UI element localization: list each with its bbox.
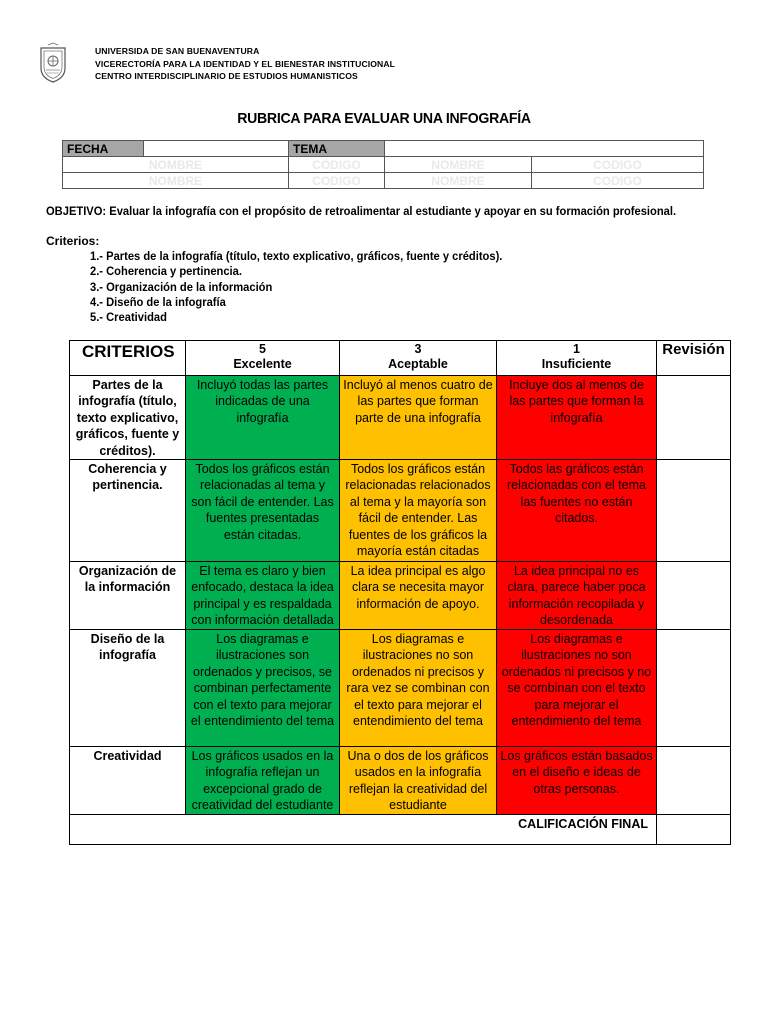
header-line-2: VICERECTORÍA PARA LA IDENTIDAD Y EL BIENESTAR INSTITUCIONAL xyxy=(95,58,396,69)
level-header-insuficiente xyxy=(497,341,657,376)
institution-header xyxy=(95,45,395,83)
revision-header: Revisión xyxy=(657,341,731,376)
objetivo-text: Evaluar la infografía con el propósito de retroalimentar al estudiante y apoyar en su formación profesional. xyxy=(106,204,677,218)
list-item: 4.- Diseño de la infografía xyxy=(90,294,226,309)
insuficiente-cell: Todos las gráficos están relacionadas con el tema las fuentes no están citados. xyxy=(497,460,657,562)
list-item: 3.- Organización de la información xyxy=(90,279,273,294)
table-row xyxy=(70,460,731,562)
excelente-cell: Incluyó todas las partes indicadas de una infografía xyxy=(186,376,340,460)
revision-cell[interactable] xyxy=(657,630,731,747)
level-score: 5 xyxy=(259,342,266,356)
header-line-3: CENTRO INTERDISCIPLINARIO DE ESTUDIOS HUMANISTICOS xyxy=(95,71,358,81)
rubric-table xyxy=(69,340,731,845)
table-row xyxy=(70,376,731,460)
rubric-header-row xyxy=(70,341,731,376)
criterios-label: Criterios: xyxy=(46,234,100,248)
criterios-header: CRITERIOS xyxy=(70,341,186,376)
criterion-name: Organización de la información xyxy=(70,562,186,630)
table-row xyxy=(70,747,731,815)
excelente-cell: Los gráficos usados en la infografía reflejan un excepcional grado de creatividad del estudiante xyxy=(186,747,340,815)
excelente-cell: Los diagramas e ilustraciones son ordenados y precisos, se combinan perfectamente con el texto para mejorar el entendimiento del tema xyxy=(186,630,340,747)
revision-cell[interactable] xyxy=(657,460,731,562)
list-item: 1.- Partes de la infografía (título, texto explicativo, gráficos, fuente y créditos). xyxy=(90,249,503,263)
level-label: Aceptable xyxy=(388,357,448,371)
criterion-name: Partes de la infografía (título, texto explicativo, gráficos, fuente y créditos). xyxy=(70,376,186,460)
nombre-field[interactable]: NOMBRE xyxy=(385,157,532,173)
aceptable-cell: Los diagramas e ilustraciones no son ordenados ni precisos y rara vez se combinan con el texto para mejorar el entendimiento del tema xyxy=(340,630,497,747)
insuficiente-cell: Los gráficos están basados en el diseño e ideas de otras personas. xyxy=(497,747,657,815)
aceptable-cell: Incluyó al menos cuatro de las partes que forman parte de una infografía xyxy=(340,376,497,460)
excelente-cell: Todos los gráficos están relacionadas al tema y son fácil de entender. Las fuentes presentadas están citadas. xyxy=(186,460,340,562)
list-item: 5.- Creatividad xyxy=(90,310,167,325)
level-label: Insuficiente xyxy=(541,357,612,371)
revision-cell[interactable] xyxy=(657,747,731,815)
level-score: 3 xyxy=(414,342,422,356)
level-score: 1 xyxy=(573,342,580,356)
list-item: 2.- Coherencia y pertinencia. xyxy=(90,264,242,279)
final-row xyxy=(70,815,731,845)
revision-cell[interactable] xyxy=(657,376,731,460)
table-row xyxy=(70,562,731,630)
aceptable-cell: La idea principal es algo clara se necesita mayor información de apoyo. xyxy=(340,562,497,630)
aceptable-cell: Todos los gráficos están relacionadas relacionados al tema y la mayoría son fácil de entender. Las fuentes de los gráficos la mayoría están citadas xyxy=(340,460,497,562)
info-table xyxy=(62,140,704,189)
criterios-list xyxy=(90,249,502,325)
tema-field[interactable] xyxy=(385,141,704,157)
codigo-field[interactable]: CODIGO xyxy=(289,157,385,173)
insuficiente-cell: Incluye dos al menos de las partes que forman la infografía xyxy=(497,376,657,460)
document-title: RUBRICA PARA EVALUAR UNA INFOGRAFÍA xyxy=(237,110,531,127)
revision-cell[interactable] xyxy=(657,562,731,630)
codigo-field[interactable]: CODIGO xyxy=(289,173,385,189)
objetivo-label: OBJETIVO: xyxy=(46,204,107,218)
level-header-aceptable xyxy=(340,341,497,376)
aceptable-cell: Una o dos de los gráficos usados en la infografía reflejan la creatividad del estudiante xyxy=(340,747,497,815)
level-label: Excelente xyxy=(233,357,292,371)
table-row xyxy=(70,630,731,747)
codigo-field[interactable]: CODIGO xyxy=(532,173,704,189)
nombre-field[interactable]: NOMBRE xyxy=(385,173,532,189)
codigo-field[interactable]: CODIGO xyxy=(532,157,704,173)
fecha-field[interactable] xyxy=(144,141,289,157)
university-seal-icon xyxy=(38,42,68,84)
insuficiente-cell: Los diagramas e ilustraciones no son ordenados ni precisos y no se combinan con el texto para mejorar el entendimiento del tema xyxy=(497,630,657,747)
nombre-field[interactable]: NOMBRE xyxy=(63,173,289,189)
objetivo-paragraph xyxy=(46,204,676,218)
header-line-1: UNIVERSIDA DE SAN BUENAVENTURA xyxy=(95,46,260,56)
insuficiente-cell: La idea principal no es clara, parece haber poca información recopilada y desordenada xyxy=(497,562,657,630)
nombre-field[interactable]: NOMBRE xyxy=(63,157,289,173)
criterion-name: Coherencia y pertinencia. xyxy=(70,460,186,562)
level-header-excelente xyxy=(186,341,340,376)
criterion-name: Creatividad xyxy=(70,747,186,815)
fecha-label: FECHA xyxy=(63,141,144,157)
tema-label: TEMA xyxy=(289,141,385,157)
criterion-name: Diseño de la infografía xyxy=(70,630,186,747)
calificacion-final-label: CALIFICACIÓN FINAL xyxy=(70,815,657,845)
calificacion-final-cell[interactable] xyxy=(657,815,731,845)
excelente-cell: El tema es claro y bien enfocado, destaca la idea principal y es respaldada con información detallada xyxy=(186,562,340,630)
